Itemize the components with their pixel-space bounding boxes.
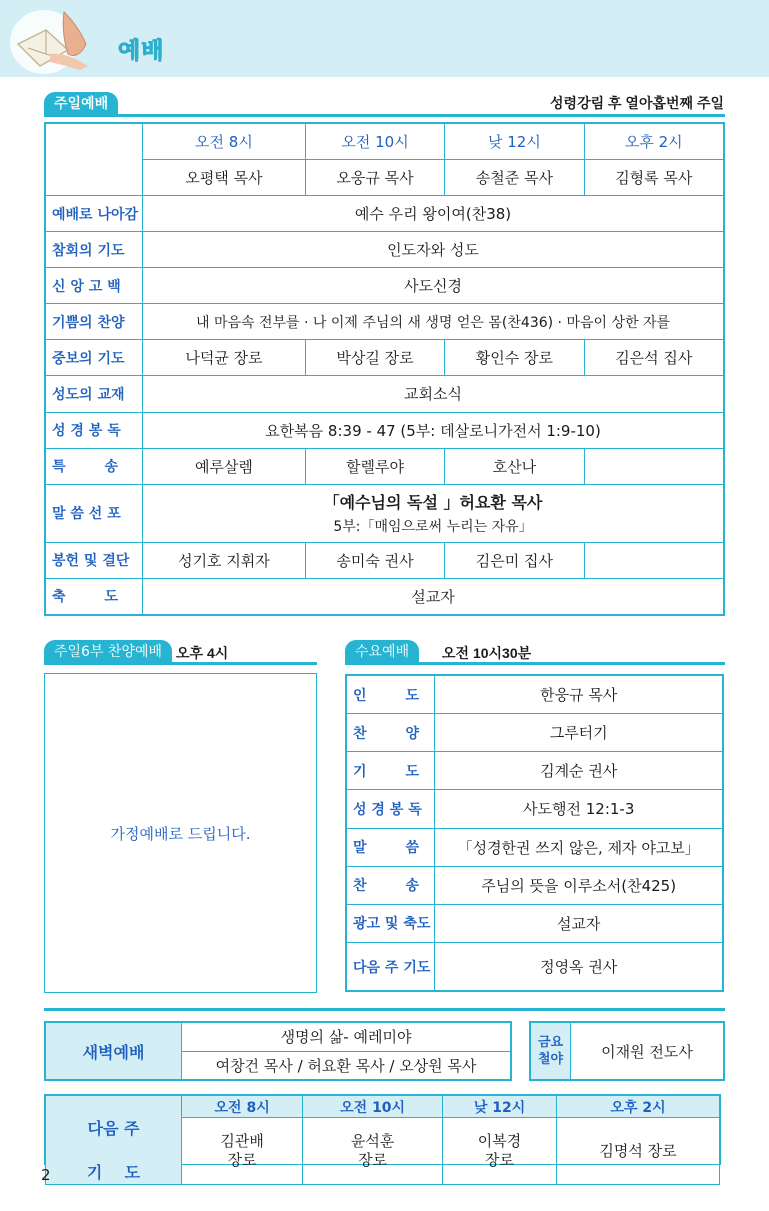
- time-cell: 오전 10시: [303, 1096, 443, 1118]
- prayer-person-cell: [182, 1118, 303, 1185]
- sermon-title: 「예수님의 독설 」허요환 목사: [323, 493, 543, 513]
- row-label: 참회의 기도: [46, 232, 143, 268]
- prayer-person-cell: [442, 1118, 556, 1185]
- page-number: 2: [41, 1166, 51, 1184]
- row-value: 요한복음 8:39 - 47 (5부: 데살로니가전서 1:9-10): [143, 412, 724, 448]
- next-prayer-label: [46, 1096, 182, 1185]
- time-cell: 오전 10시: [305, 124, 444, 160]
- row-value: 한웅규 목사: [435, 676, 723, 714]
- prayer-name: 윤석훈: [350, 1132, 395, 1150]
- empty-corner-cell: [46, 124, 143, 196]
- row-label: 중보의 기도: [46, 340, 143, 376]
- praise-time: 오후 4시: [176, 645, 229, 661]
- row-cell: 성기호 지휘자: [143, 542, 306, 578]
- row-value: 설교자: [435, 904, 723, 942]
- friday-value: 이재원 전도사: [571, 1023, 724, 1080]
- row-cell: 송미숙 권사: [305, 542, 444, 578]
- dawn-line1: 생명의 삶- 예레미야: [182, 1023, 511, 1052]
- row-label: 다음 주 기도: [347, 943, 435, 991]
- praise-worship-tag: 주일6부 찬양예배: [44, 640, 172, 664]
- prayer-title: 장로: [485, 1151, 514, 1169]
- divider: [345, 662, 725, 665]
- row-value: 주님의 뜻을 이루소서(찬425): [435, 866, 723, 904]
- wednesday-worship-tag: 수요예배: [345, 640, 419, 664]
- row-value: 내 마음속 전부를 · 나 이제 주님의 새 생명 얻은 몸(찬436) · 마음이 상한 자를: [143, 304, 724, 340]
- row-label: 인 도: [347, 676, 435, 714]
- row-value: 사도행전 12:1-3: [435, 790, 723, 828]
- divider: [44, 1008, 725, 1011]
- row-value: 그루터기: [435, 714, 723, 752]
- row-value: 설교자: [143, 578, 724, 614]
- row-label: 말 씀: [347, 828, 435, 866]
- row-label: 예배로 나아감: [46, 196, 143, 232]
- row-value: 정영옥 권사: [435, 943, 723, 991]
- row-label: 성도의 교재: [46, 376, 143, 412]
- sunday-subtitle: 성령강림 후 열아홉번째 주일: [550, 95, 724, 111]
- wednesday-time: 오전 10시30분: [442, 645, 532, 661]
- row-label: 봉헌 및 결단: [46, 542, 143, 578]
- row-label: 성 경 봉 독: [347, 790, 435, 828]
- row-cell: 예루살렘: [143, 448, 306, 484]
- friday-label-line: 철야: [537, 1052, 564, 1067]
- row-value: 인도자와 성도: [143, 232, 724, 268]
- sunday-worship-tag: 주일예배: [44, 92, 118, 116]
- dawn-line2: 여창건 목사 / 허요환 목사 / 오상원 목사: [182, 1051, 511, 1080]
- pastor-cell: 오웅규 목사: [305, 160, 444, 196]
- pastor-cell: 송철준 목사: [445, 160, 584, 196]
- row-value: 예수 우리 왕이여(찬38): [143, 196, 724, 232]
- dawn-label: 새벽예배: [46, 1023, 182, 1080]
- time-cell: 낮 12시: [445, 124, 584, 160]
- next-prayer-label-line: 다음 주: [87, 1119, 140, 1138]
- page-header: [0, 0, 769, 77]
- row-label: 찬 양: [347, 714, 435, 752]
- row-cell: 박상길 장로: [305, 340, 444, 376]
- row-cell: 김은석 집사: [584, 340, 723, 376]
- friday-label: [531, 1023, 571, 1080]
- friday-label-line: 금요: [537, 1035, 564, 1050]
- time-cell: 오전 8시: [143, 124, 306, 160]
- row-cell: 황인수 장로: [445, 340, 584, 376]
- page-title: 예배: [118, 38, 165, 64]
- row-cell: 나덕균 장로: [143, 340, 306, 376]
- divider: [44, 662, 317, 665]
- time-cell: 오후 2시: [584, 124, 723, 160]
- time-cell: 오전 8시: [182, 1096, 303, 1118]
- prayer-person-cell: [303, 1118, 443, 1185]
- row-value: 김계순 권사: [435, 752, 723, 790]
- pastor-cell: 오평택 목사: [143, 160, 306, 196]
- next-prayer-label-line: 기 도: [86, 1163, 141, 1182]
- row-label: 기쁨의 찬양: [46, 304, 143, 340]
- prayer-title: 장로: [358, 1151, 388, 1169]
- time-cell: 낮 12시: [442, 1096, 556, 1118]
- row-label: 축 도: [46, 578, 143, 614]
- time-cell: 오후 2시: [557, 1096, 720, 1118]
- divider: [44, 114, 725, 117]
- prayer-title: 장로: [227, 1151, 257, 1169]
- next-prayer-table: [44, 1094, 721, 1182]
- sermon-subtitle: 5부:「매임으로써 누리는 자유」: [333, 519, 533, 536]
- row-cell: 김은미 집사: [445, 542, 584, 578]
- row-value: 「성경한권 쓰지 않은, 제자 야고보」: [435, 828, 723, 866]
- row-cell: [584, 542, 723, 578]
- praying-hands-bible-icon: [6, 4, 92, 74]
- row-label: 말 씀 선 포: [46, 484, 143, 542]
- prayer-name: 김관배: [220, 1132, 264, 1150]
- praise-box: [44, 673, 317, 993]
- dawn-worship-table: [44, 1021, 512, 1081]
- wednesday-table: [345, 674, 724, 992]
- sunday-table: [44, 122, 725, 616]
- row-label: 광고 및 축도: [347, 904, 435, 942]
- prayer-name: 김명석 장로: [599, 1141, 677, 1160]
- prayer-person-cell: [557, 1118, 720, 1185]
- row-label: 찬 송: [347, 866, 435, 904]
- row-label: 기 도: [347, 752, 435, 790]
- row-value: 사도신경: [143, 268, 724, 304]
- sermon-cell: [143, 484, 724, 542]
- row-label: 성 경 봉 독: [46, 412, 143, 448]
- praise-message: 가정예배로 드립니다.: [110, 824, 251, 843]
- row-cell: [584, 448, 723, 484]
- row-label: 특 송: [46, 448, 143, 484]
- row-label: 신 앙 고 백: [46, 268, 143, 304]
- row-value: 교회소식: [143, 376, 724, 412]
- row-cell: 할렐루야: [305, 448, 444, 484]
- prayer-name: 이복경: [477, 1132, 522, 1150]
- row-cell: 호산나: [445, 448, 584, 484]
- pastor-cell: 김형록 목사: [584, 160, 723, 196]
- friday-worship-table: [529, 1021, 725, 1081]
